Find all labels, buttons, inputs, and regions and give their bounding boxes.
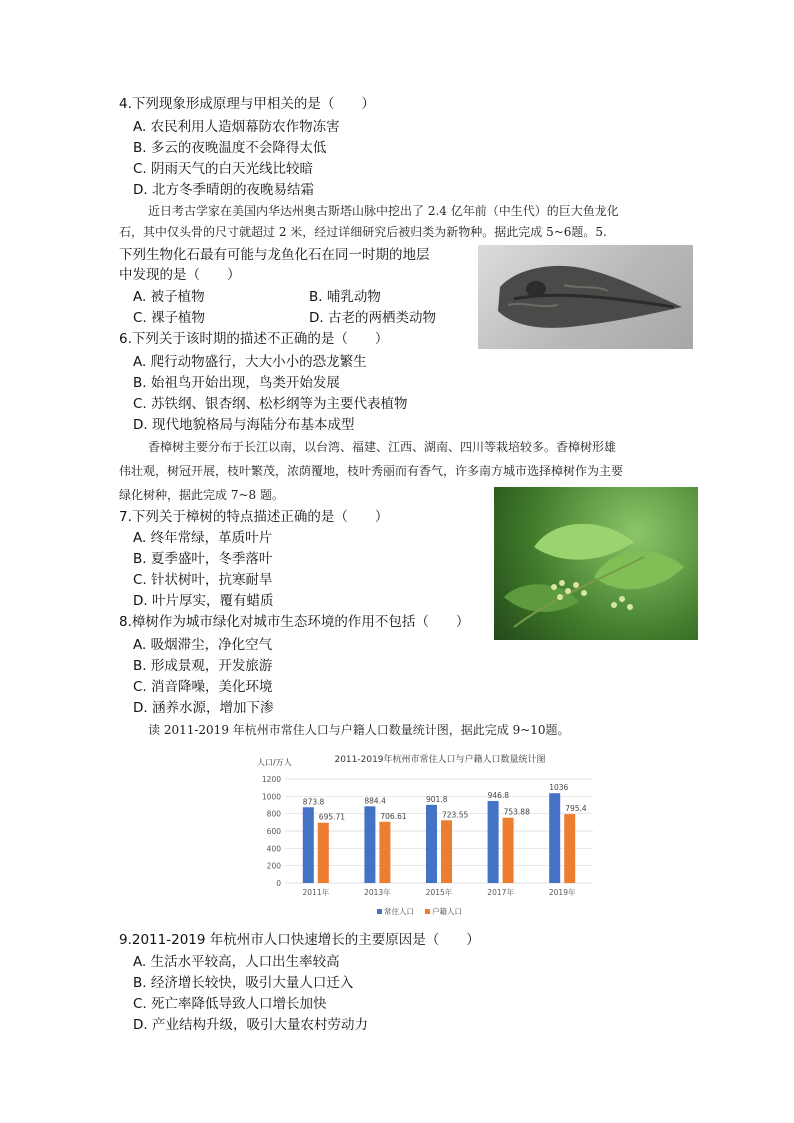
- y-tick-label: 600: [266, 827, 281, 836]
- q6-option-a: A. 爬行动物盛行，大大小小的恐龙繁生: [133, 354, 367, 370]
- q7-stem: 7.下列关于樟树的特点描述正确的是（ ）: [119, 509, 389, 525]
- bar-registered: [318, 823, 329, 883]
- q9-option-a: A. 生活水平较高，人口出生率较高: [133, 954, 340, 970]
- q8-option-d: D. 涵养水源，增加下渗: [133, 700, 274, 716]
- q6-option-d: D. 现代地貌格局与海陆分布基本成型: [133, 417, 355, 433]
- chart-title: 2011-2019年杭州市常住人口与户籍人口数量统计图: [334, 755, 546, 765]
- y-tick-label: 1200: [261, 775, 281, 784]
- legend-label: 户籍人口: [432, 907, 462, 916]
- bar-resident: [549, 793, 560, 883]
- q9-option-d: D. 产业结构升级，吸引大量农村劳动力: [133, 1017, 368, 1033]
- legend-swatch: [425, 909, 430, 914]
- leaf-1: [534, 524, 634, 560]
- chart-x-labels: [303, 887, 576, 897]
- bar-resident: [364, 806, 375, 883]
- q8-option-a: A. 吸烟滞尘，净化空气: [133, 637, 273, 653]
- fossil-orbit: [526, 281, 546, 297]
- q5-option-d: D. 古老的两栖类动物: [309, 310, 436, 326]
- camphor-passage-line2: 伟壮观，树冠开展，枝叶繁茂，浓荫覆地，枝叶秀丽而有香气，许多南方城市选择樟树作为主要: [119, 464, 624, 478]
- bar-value-label: 795.4: [565, 804, 587, 814]
- bar-registered: [441, 820, 452, 883]
- camphor-passage-line3: 绿化树种，据此完成 7~8 题。: [119, 488, 284, 502]
- y-tick-label: 400: [266, 844, 281, 854]
- bar-resident: [426, 805, 437, 883]
- population-bar-chart: [255, 748, 600, 924]
- q5-stem-line2: 中发现的是（ ）: [119, 267, 241, 283]
- q4-option-a: A. 农民利用人造烟幕防农作物冻害: [133, 119, 340, 135]
- bar-registered: [379, 822, 390, 883]
- bar-value-label: 753.88: [503, 807, 530, 817]
- bar-value-label: 695.71: [318, 812, 346, 822]
- q5-option-c: C. 裸子植物: [133, 310, 206, 326]
- fossil-illustration: [478, 245, 693, 349]
- camphor-leaves-photo: [494, 487, 698, 640]
- ichthyosaur-fossil-photo: [478, 245, 693, 349]
- bar-value-label: 901.8: [426, 794, 448, 804]
- bar-resident: [303, 807, 314, 883]
- q5-option-a: A. 被子植物: [133, 289, 205, 305]
- q9-stem: 9.2011-2019 年杭州市人口快速增长的主要原因是（ ）: [119, 932, 480, 948]
- bar-value-label: 1036: [549, 783, 569, 793]
- q7-option-c: C. 针状树叶，抗寒耐旱: [133, 572, 273, 588]
- leaf-2: [594, 551, 684, 589]
- x-tick-label: 2017年: [487, 888, 514, 897]
- chart-ylabel: 人口/万人: [257, 758, 292, 767]
- q4-stem: 4.下列现象形成原理与甲相关的是（ ）: [119, 96, 375, 112]
- bar-registered: [564, 814, 575, 883]
- q6-option-b: B. 始祖鸟开始出现，鸟类开始发展: [133, 375, 340, 391]
- y-tick-label: 800: [266, 809, 281, 819]
- leaves-illustration: [494, 487, 698, 640]
- q5-stem-line1: 下列生物化石最有可能与龙鱼化石在同一时期的地层: [119, 247, 430, 263]
- bar-value-label: 873.8: [302, 797, 325, 807]
- bar-value-label: 884.4: [364, 796, 386, 806]
- q7-option-a: A. 终年常绿，革质叶片: [133, 530, 273, 546]
- bar-value-label: 706.61: [380, 811, 407, 821]
- legend-label: 常住人口: [384, 907, 414, 916]
- x-tick-label: 2015年: [425, 888, 453, 897]
- chart-legend: [377, 906, 462, 916]
- x-tick-label: 2019年: [548, 888, 576, 897]
- x-tick-label: 2011年: [302, 888, 330, 897]
- q9-option-c: C. 死亡率降低导致人口增长加快: [133, 996, 327, 1012]
- chart-passage: 读 2011-2019 年杭州市常住人口与户籍人口数量统计图，据此完成 9~10题。: [148, 723, 570, 737]
- y-tick-label: 200: [266, 861, 281, 871]
- q5-option-b: B. 哺乳动物: [309, 289, 381, 305]
- x-tick-label: 2013年: [364, 888, 391, 897]
- q4-option-c: C. 阴雨天气的白天光线比较暗: [133, 161, 314, 177]
- q9-option-b: B. 经济增长较快，吸引大量人口迁入: [133, 975, 354, 991]
- q4-option-b: B. 多云的夜晚温度不会降得太低: [133, 140, 327, 156]
- fossil-passage-line2: 石，其中仅头骨的尺寸就超过 2 米，经过详细研究后被归类为新物种。据此完成 5~6题。5.: [119, 225, 607, 239]
- chart-bars: [303, 783, 587, 883]
- legend-swatch: [377, 909, 382, 914]
- q8-option-c: C. 消音降噪，美化环境: [133, 679, 273, 695]
- fossil-passage-line1: 近日考古学家在美国内华达州奥古斯塔山脉中挖出了 2.4 亿年前（中生代）的巨大鱼龙化: [148, 204, 619, 218]
- q8-stem: 8.樟树作为城市绿化对城市生态环境的作用不包括（ ）: [119, 614, 470, 630]
- bar-value-label: 723.55: [442, 810, 469, 820]
- bar-resident: [488, 801, 499, 883]
- q4-option-d: D. 北方冬季晴朗的夜晚易结霜: [133, 182, 314, 198]
- q6-stem: 6.下列关于该时期的描述不正确的是（ ）: [119, 331, 389, 347]
- y-tick-label: 1000: [261, 792, 281, 802]
- bar-registered: [503, 818, 514, 883]
- chart-y-ticks: [262, 775, 281, 888]
- camphor-passage-line1: 香樟树主要分布于长江以南，以台湾、福建、江西、湖南、四川等栽培较多。香樟树形雄: [148, 440, 617, 454]
- q7-option-b: B. 夏季盛叶，冬季落叶: [133, 551, 273, 567]
- q8-option-b: B. 形成景观，开发旅游: [133, 658, 273, 674]
- y-tick-label: 0: [276, 879, 281, 888]
- q6-option-c: C. 苏铁纲、银杏纲、松杉纲等为主要代表植物: [133, 396, 408, 412]
- bar-value-label: 946.8: [487, 790, 510, 800]
- q7-option-d: D. 叶片厚实，覆有蜡质: [133, 593, 274, 609]
